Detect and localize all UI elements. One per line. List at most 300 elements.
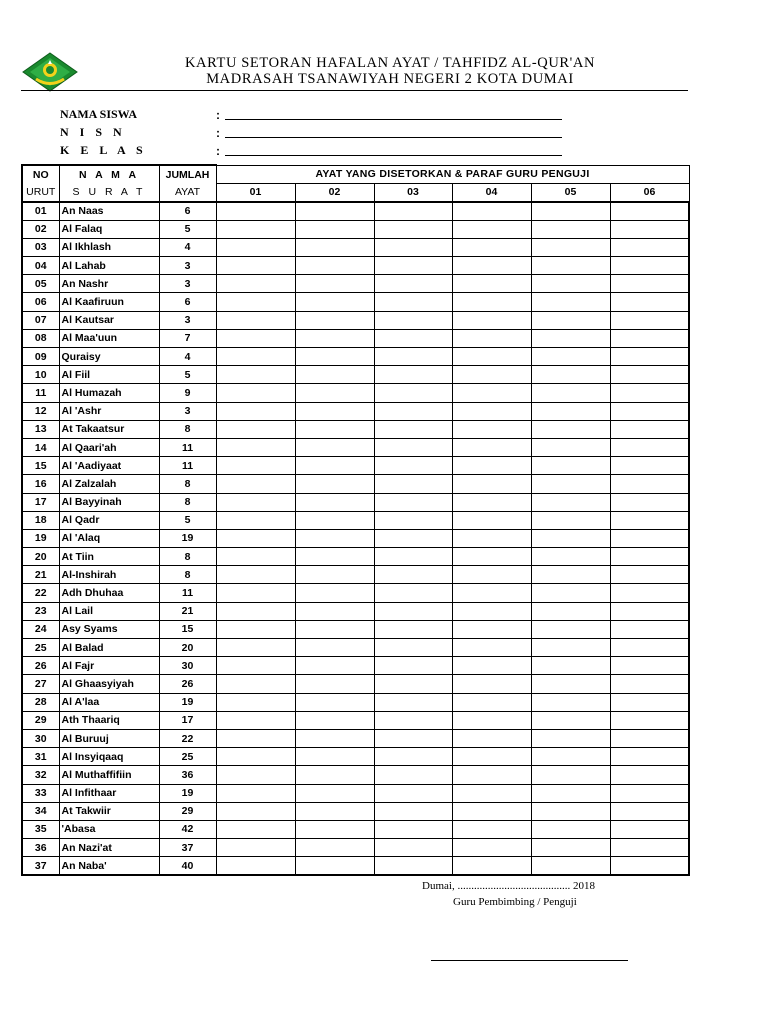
table-row [22,366,689,384]
paraf-cell[interactable] [452,548,531,566]
nama-siswa-field[interactable] [225,118,562,120]
paraf-cell[interactable] [610,457,689,475]
paraf-cell[interactable] [295,348,374,366]
verse-count: 25 [159,748,216,766]
paraf-cell[interactable] [452,602,531,620]
paraf-cell[interactable] [531,293,610,311]
paraf-cell[interactable] [610,857,689,876]
paraf-cell[interactable] [216,729,295,747]
row-number: 37 [22,857,59,876]
paraf-cell[interactable] [610,257,689,275]
verse-count: 5 [159,220,216,238]
paraf-cell[interactable] [610,566,689,584]
paraf-cell[interactable] [452,675,531,693]
paraf-cell[interactable] [610,784,689,802]
paraf-cell[interactable] [295,802,374,820]
table-row [22,293,689,311]
surah-name: Al Fiil [59,366,159,384]
paraf-cell[interactable] [374,657,452,675]
paraf-cell[interactable] [452,202,531,221]
paraf-cell[interactable] [452,766,531,784]
paraf-cell[interactable] [610,366,689,384]
paraf-cell[interactable] [531,675,610,693]
paraf-cell[interactable] [452,529,531,547]
paraf-cell[interactable] [374,548,452,566]
paraf-cell[interactable] [452,820,531,838]
paraf-cell[interactable] [216,257,295,275]
verse-count: 29 [159,802,216,820]
col-06-header: 06 [610,183,689,202]
paraf-cell[interactable] [531,475,610,493]
paraf-cell[interactable] [531,366,610,384]
document-title: KARTU SETORAN HAFALAN AYAT / TAHFIDZ AL-QUR'AN [184,55,596,71]
surah-name: Al Maa'uun [59,329,159,347]
paraf-cell[interactable] [610,584,689,602]
paraf-cell[interactable] [610,275,689,293]
paraf-cell[interactable] [531,766,610,784]
row-number: 28 [22,693,59,711]
surah-name: Adh Dhuhaa [59,584,159,602]
paraf-cell[interactable] [610,657,689,675]
paraf-cell[interactable] [295,220,374,238]
paraf-cell[interactable] [531,348,610,366]
paraf-cell[interactable] [374,275,452,293]
paraf-cell[interactable] [216,438,295,456]
paraf-cell[interactable] [374,784,452,802]
paraf-cell[interactable] [295,202,374,221]
paraf-cell[interactable] [610,748,689,766]
paraf-cell[interactable] [295,548,374,566]
paraf-cell[interactable] [610,493,689,511]
paraf-cell[interactable] [295,311,374,329]
verse-count: 7 [159,329,216,347]
paraf-cell[interactable] [295,729,374,747]
verse-count: 19 [159,529,216,547]
surah-name: Al Buruuj [59,729,159,747]
paraf-cell[interactable] [216,802,295,820]
paraf-cell[interactable] [374,511,452,529]
paraf-cell[interactable] [610,329,689,347]
table-row [22,784,689,802]
surah-name: Quraisy [59,348,159,366]
paraf-cell[interactable] [610,438,689,456]
paraf-cell[interactable] [610,420,689,438]
paraf-cell[interactable] [295,839,374,857]
paraf-cell[interactable] [295,566,374,584]
table-row [22,511,689,529]
row-number: 33 [22,784,59,802]
paraf-cell[interactable] [610,548,689,566]
paraf-cell[interactable] [531,602,610,620]
paraf-cell[interactable] [216,657,295,675]
table-row [22,766,689,784]
paraf-cell[interactable] [610,238,689,256]
verse-count: 8 [159,475,216,493]
paraf-cell[interactable] [216,475,295,493]
paraf-cell[interactable] [452,348,531,366]
paraf-cell[interactable] [374,329,452,347]
paraf-cell[interactable] [531,693,610,711]
surah-name: Al A'laa [59,693,159,711]
surah-name: An Naas [59,202,159,221]
paraf-cell[interactable] [610,402,689,420]
paraf-cell[interactable] [531,311,610,329]
paraf-cell[interactable] [216,402,295,420]
col-no-header: NO [22,165,59,183]
paraf-cell[interactable] [610,620,689,638]
paraf-cell[interactable] [610,511,689,529]
paraf-cell[interactable] [531,329,610,347]
paraf-cell[interactable] [216,820,295,838]
paraf-cell[interactable] [374,384,452,402]
signature-line[interactable] [431,960,628,961]
paraf-cell[interactable] [216,857,295,876]
paraf-cell[interactable] [610,820,689,838]
table-row [22,529,689,547]
paraf-cell[interactable] [374,766,452,784]
paraf-cell[interactable] [216,766,295,784]
paraf-cell[interactable] [374,729,452,747]
paraf-cell[interactable] [295,238,374,256]
paraf-cell[interactable] [452,220,531,238]
paraf-cell[interactable] [452,857,531,876]
paraf-cell[interactable] [531,784,610,802]
paraf-cell[interactable] [610,711,689,729]
paraf-cell[interactable] [452,493,531,511]
paraf-cell[interactable] [531,220,610,238]
paraf-cell[interactable] [531,529,610,547]
table-row [22,693,689,711]
verse-count: 11 [159,438,216,456]
paraf-cell[interactable] [295,766,374,784]
paraf-cell[interactable] [610,348,689,366]
paraf-cell[interactable] [531,839,610,857]
paraf-cell[interactable] [295,493,374,511]
paraf-cell[interactable] [531,275,610,293]
paraf-cell[interactable] [295,857,374,876]
paraf-cell[interactable] [610,802,689,820]
surah-name: Al Falaq [59,220,159,238]
paraf-cell[interactable] [452,639,531,657]
paraf-cell[interactable] [531,711,610,729]
paraf-cell[interactable] [216,620,295,638]
paraf-cell[interactable] [295,820,374,838]
paraf-cell[interactable] [216,202,295,221]
row-number: 01 [22,202,59,221]
paraf-cell[interactable] [452,275,531,293]
paraf-cell[interactable] [216,348,295,366]
row-number: 02 [22,220,59,238]
paraf-cell[interactable] [452,802,531,820]
paraf-cell[interactable] [610,602,689,620]
paraf-cell[interactable] [610,675,689,693]
paraf-cell[interactable] [452,475,531,493]
paraf-cell[interactable] [610,766,689,784]
paraf-cell[interactable] [374,675,452,693]
paraf-cell[interactable] [374,438,452,456]
paraf-cell[interactable] [295,529,374,547]
paraf-cell[interactable] [374,620,452,638]
paraf-cell[interactable] [295,602,374,620]
verse-count: 11 [159,584,216,602]
paraf-cell[interactable] [610,529,689,547]
paraf-cell[interactable] [531,639,610,657]
table-row [22,311,689,329]
verse-count: 3 [159,275,216,293]
paraf-cell[interactable] [216,748,295,766]
row-number: 31 [22,748,59,766]
paraf-cell[interactable] [531,511,610,529]
paraf-cell[interactable] [374,202,452,221]
paraf-cell[interactable] [216,311,295,329]
paraf-cell[interactable] [295,293,374,311]
sign-place-date: Dumai, ......................................... 2018 [422,880,595,892]
paraf-cell[interactable] [531,620,610,638]
paraf-cell[interactable] [531,820,610,838]
paraf-cell[interactable] [374,257,452,275]
nisn-label: N I S N [60,125,126,139]
surah-name: Al Ikhlash [59,238,159,256]
paraf-cell[interactable] [531,566,610,584]
paraf-cell[interactable] [374,220,452,238]
col-02-header: 02 [295,183,374,202]
paraf-cell[interactable] [452,839,531,857]
paraf-cell[interactable] [452,402,531,420]
paraf-cell[interactable] [374,293,452,311]
surah-name: Al Humazah [59,384,159,402]
paraf-cell[interactable] [452,566,531,584]
paraf-cell[interactable] [295,620,374,638]
row-number: 19 [22,529,59,547]
paraf-cell[interactable] [295,420,374,438]
paraf-cell[interactable] [295,748,374,766]
paraf-cell[interactable] [531,402,610,420]
paraf-cell[interactable] [295,693,374,711]
paraf-cell[interactable] [531,857,610,876]
paraf-cell[interactable] [452,457,531,475]
header-divider [21,90,688,91]
paraf-cell[interactable] [374,584,452,602]
paraf-cell[interactable] [216,220,295,238]
paraf-cell[interactable] [374,857,452,876]
paraf-cell[interactable] [452,311,531,329]
paraf-cell[interactable] [610,311,689,329]
paraf-cell[interactable] [452,420,531,438]
paraf-cell[interactable] [452,366,531,384]
paraf-cell[interactable] [610,293,689,311]
paraf-cell[interactable] [216,511,295,529]
table-row [22,675,689,693]
surah-name: An Naba' [59,857,159,876]
paraf-cell[interactable] [610,220,689,238]
paraf-cell[interactable] [374,457,452,475]
paraf-cell[interactable] [374,475,452,493]
paraf-cell[interactable] [295,366,374,384]
paraf-cell[interactable] [216,566,295,584]
paraf-cell[interactable] [531,584,610,602]
surah-name: Al Lahab [59,257,159,275]
paraf-cell[interactable] [216,711,295,729]
paraf-cell[interactable] [295,784,374,802]
paraf-cell[interactable] [374,366,452,384]
paraf-cell[interactable] [610,639,689,657]
paraf-cell[interactable] [295,438,374,456]
paraf-cell[interactable] [374,839,452,857]
col-01-header: 01 [216,183,295,202]
paraf-cell[interactable] [295,329,374,347]
paraf-cell[interactable] [531,202,610,221]
paraf-cell[interactable] [531,457,610,475]
row-number: 09 [22,348,59,366]
paraf-cell[interactable] [531,257,610,275]
paraf-cell[interactable] [216,675,295,693]
paraf-cell[interactable] [610,693,689,711]
paraf-cell[interactable] [531,657,610,675]
verse-count: 19 [159,693,216,711]
paraf-cell[interactable] [374,693,452,711]
paraf-cell[interactable] [295,584,374,602]
paraf-cell[interactable] [295,675,374,693]
paraf-cell[interactable] [374,566,452,584]
table-row [22,420,689,438]
paraf-cell[interactable] [295,657,374,675]
nisn-field[interactable] [225,136,562,138]
paraf-cell[interactable] [374,348,452,366]
paraf-cell[interactable] [531,548,610,566]
paraf-cell[interactable] [452,238,531,256]
paraf-cell[interactable] [610,475,689,493]
paraf-cell[interactable] [531,384,610,402]
paraf-cell[interactable] [216,275,295,293]
sign-role: Guru Pembimbing / Penguji [453,896,577,908]
kelas-field[interactable] [225,154,562,156]
paraf-cell[interactable] [295,711,374,729]
table-row [22,384,689,402]
paraf-cell[interactable] [452,438,531,456]
row-number: 21 [22,566,59,584]
surah-name: At Takwiir [59,802,159,820]
paraf-cell[interactable] [295,402,374,420]
paraf-cell[interactable] [374,602,452,620]
paraf-cell[interactable] [216,384,295,402]
paraf-cell[interactable] [216,584,295,602]
paraf-cell[interactable] [374,711,452,729]
surah-name: 'Abasa [59,820,159,838]
paraf-cell[interactable] [374,748,452,766]
paraf-cell[interactable] [531,748,610,766]
table-row [22,457,689,475]
paraf-cell[interactable] [216,784,295,802]
paraf-cell[interactable] [452,257,531,275]
paraf-cell[interactable] [610,202,689,221]
paraf-cell[interactable] [374,802,452,820]
paraf-cell[interactable] [374,420,452,438]
paraf-cell[interactable] [610,839,689,857]
paraf-cell[interactable] [452,784,531,802]
paraf-cell[interactable] [295,475,374,493]
surah-name: Al Muthaffifiin [59,766,159,784]
verse-count: 8 [159,566,216,584]
verse-count: 5 [159,511,216,529]
paraf-cell[interactable] [216,693,295,711]
paraf-cell[interactable] [374,639,452,657]
paraf-cell[interactable] [374,402,452,420]
paraf-cell[interactable] [216,602,295,620]
paraf-cell[interactable] [531,420,610,438]
paraf-cell[interactable] [374,529,452,547]
verse-count: 3 [159,257,216,275]
hafalan-table [21,164,690,876]
row-number: 17 [22,493,59,511]
school-name: MADRASAH TSANAWIYAH NEGERI 2 KOTA DUMAI [206,71,574,87]
paraf-cell[interactable] [452,620,531,638]
paraf-cell[interactable] [452,729,531,747]
paraf-cell[interactable] [216,293,295,311]
paraf-cell[interactable] [216,548,295,566]
verse-count: 8 [159,548,216,566]
kelas-colon: : [216,144,220,158]
verse-count: 9 [159,384,216,402]
paraf-cell[interactable] [610,729,689,747]
surah-name: Al Zalzalah [59,475,159,493]
paraf-cell[interactable] [610,384,689,402]
paraf-cell[interactable] [452,293,531,311]
paraf-cell[interactable] [295,457,374,475]
paraf-cell[interactable] [374,311,452,329]
paraf-cell[interactable] [216,839,295,857]
table-row [22,493,689,511]
paraf-cell[interactable] [374,493,452,511]
paraf-cell[interactable] [452,693,531,711]
paraf-cell[interactable] [216,493,295,511]
table-row [22,475,689,493]
paraf-cell[interactable] [531,493,610,511]
paraf-cell[interactable] [531,729,610,747]
row-number: 03 [22,238,59,256]
paraf-cell[interactable] [452,329,531,347]
paraf-cell[interactable] [452,384,531,402]
paraf-cell[interactable] [295,639,374,657]
paraf-cell[interactable] [452,511,531,529]
verse-count: 26 [159,675,216,693]
paraf-cell[interactable] [295,275,374,293]
table-row [22,275,689,293]
paraf-cell[interactable] [216,420,295,438]
paraf-cell[interactable] [216,366,295,384]
paraf-cell[interactable] [216,238,295,256]
surah-name: At Tiin [59,548,159,566]
table-row [22,348,689,366]
paraf-cell[interactable] [216,457,295,475]
paraf-cell[interactable] [216,529,295,547]
col-ayat-header: AYAT [159,183,216,202]
paraf-cell[interactable] [295,511,374,529]
paraf-cell[interactable] [374,820,452,838]
paraf-cell[interactable] [531,438,610,456]
paraf-cell[interactable] [531,238,610,256]
paraf-cell[interactable] [374,238,452,256]
verse-count: 30 [159,657,216,675]
paraf-cell[interactable] [452,584,531,602]
paraf-cell[interactable] [531,802,610,820]
paraf-cell[interactable] [452,748,531,766]
paraf-cell[interactable] [216,639,295,657]
paraf-cell[interactable] [216,329,295,347]
paraf-cell[interactable] [295,384,374,402]
paraf-cell[interactable] [452,711,531,729]
paraf-cell[interactable] [452,657,531,675]
paraf-cell[interactable] [295,257,374,275]
